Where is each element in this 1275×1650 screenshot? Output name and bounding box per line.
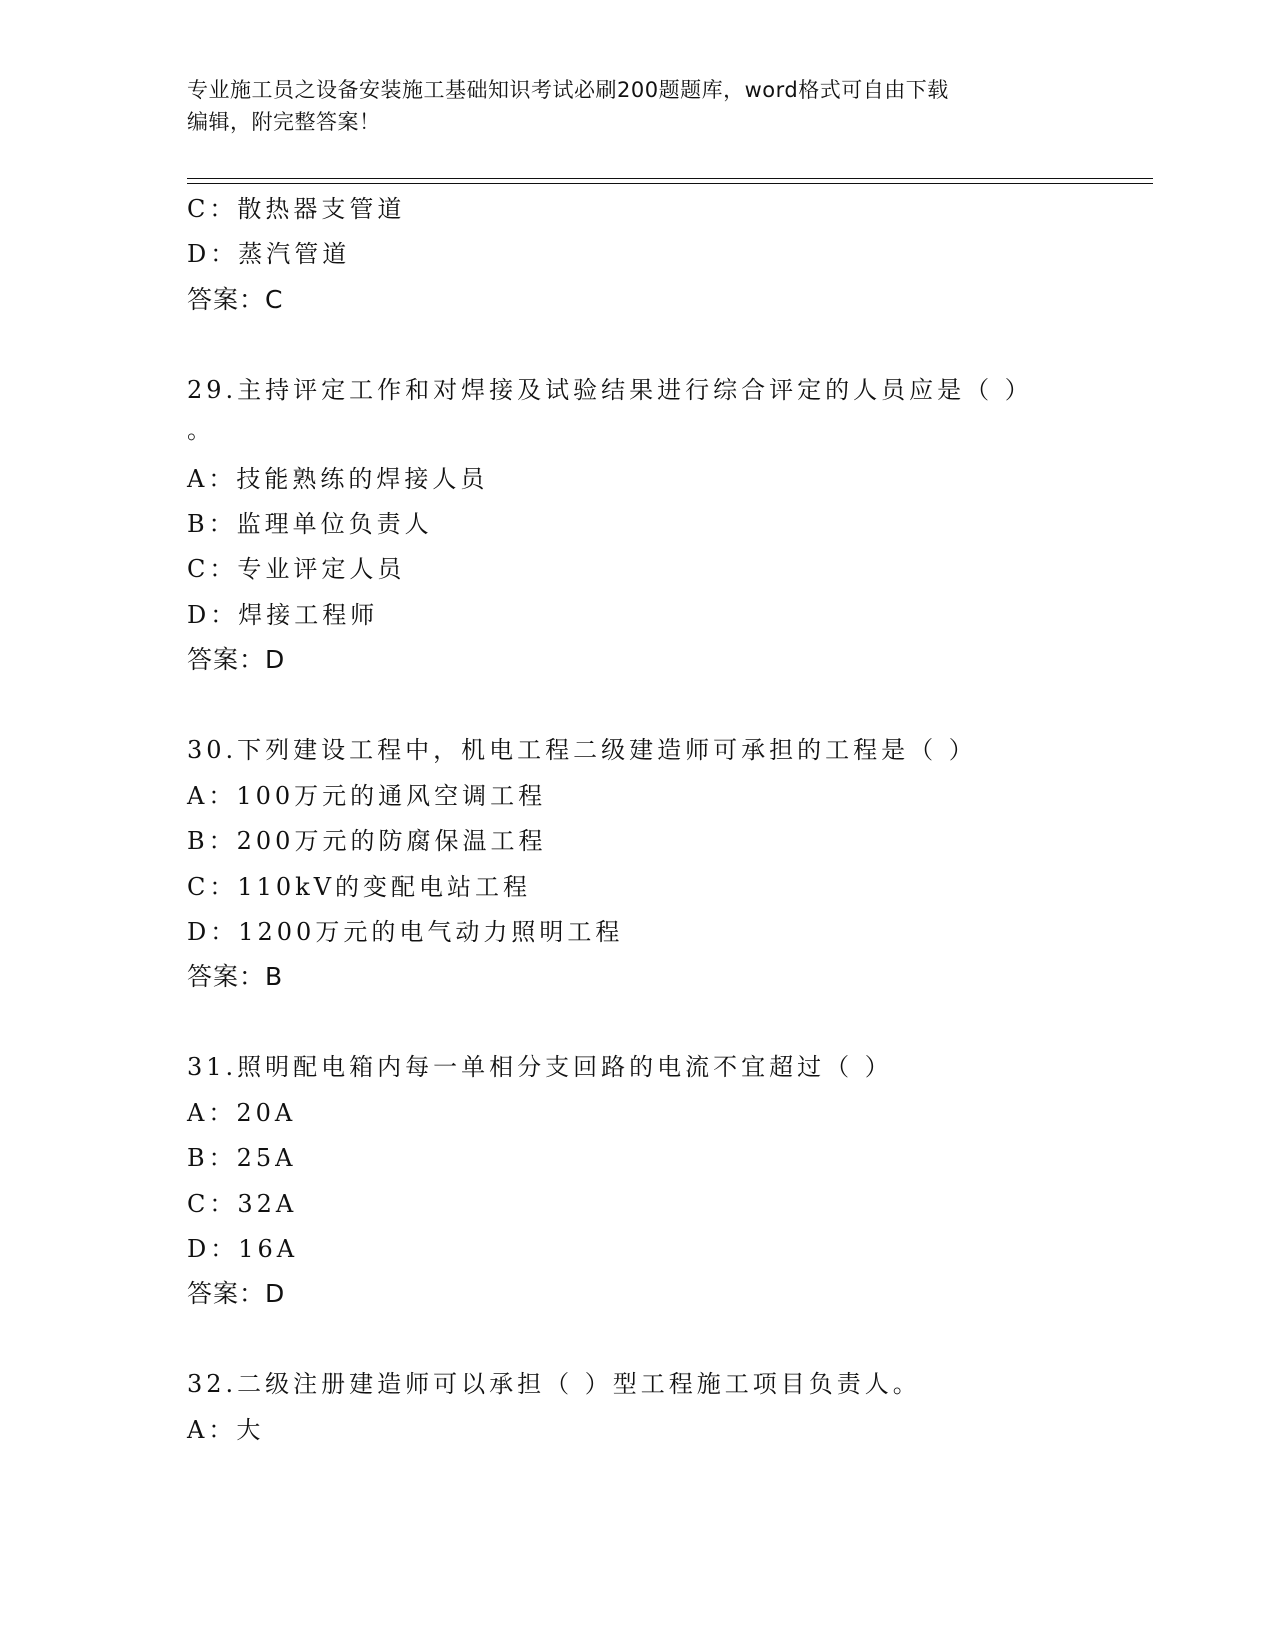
prev-option-c: C：散热器支管道 [187, 195, 406, 223]
q31-option-a: A：20A [187, 1099, 297, 1127]
q29-stem: 29.主持评定工作和对焊接及试验结果进行综合评定的人员应是（ ） [187, 376, 1033, 404]
q29-option-a: A：技能熟练的焊接人员 [187, 465, 489, 493]
header-divider-bottom [187, 183, 1153, 184]
q30-answer: 答案：B [187, 962, 284, 991]
q30-option-b: B：200万元的防腐保温工程 [187, 827, 547, 855]
q30-stem: 30.下列建设工程中，机电工程二级建造师可承担的工程是（ ） [187, 736, 977, 764]
q29-option-b: B：监理单位负责人 [187, 510, 433, 538]
q30-option-a: A：100万元的通风空调工程 [187, 782, 547, 810]
q29-option-c: C：专业评定人员 [187, 555, 406, 583]
q29-option-d: D：焊接工程师 [187, 601, 379, 629]
document-header [187, 74, 1067, 138]
prev-option-d: D：蒸汽管道 [187, 240, 351, 268]
q31-option-b: B：25A [187, 1144, 297, 1172]
q30-option-d: D：1200万元的电气动力照明工程 [187, 918, 624, 946]
q31-option-d: D：16A [187, 1235, 299, 1263]
q29-stem-cont: 。 [187, 416, 215, 444]
q31-option-c: C：32A [187, 1190, 298, 1218]
header-line-1: 专业施工员之设备安装施工基础知识考试必刷200题题库，word格式可自由下载 [187, 78, 949, 102]
prev-answer: 答案：C [187, 285, 284, 314]
q32-option-a: A：大 [187, 1416, 265, 1444]
header-line-2: 编辑，附完整答案！ [187, 110, 381, 134]
q31-answer: 答案：D [187, 1279, 286, 1308]
q31-stem: 31.照明配电箱内每一单相分支回路的电流不宜超过（ ） [187, 1053, 893, 1081]
q32-stem: 32.二级注册建造师可以承担（ ）型工程施工项目负责人。 [187, 1370, 921, 1398]
q29-answer: 答案：D [187, 645, 286, 674]
q30-option-c: C：110kV的变配电站工程 [187, 873, 532, 901]
header-divider-top [187, 178, 1153, 179]
